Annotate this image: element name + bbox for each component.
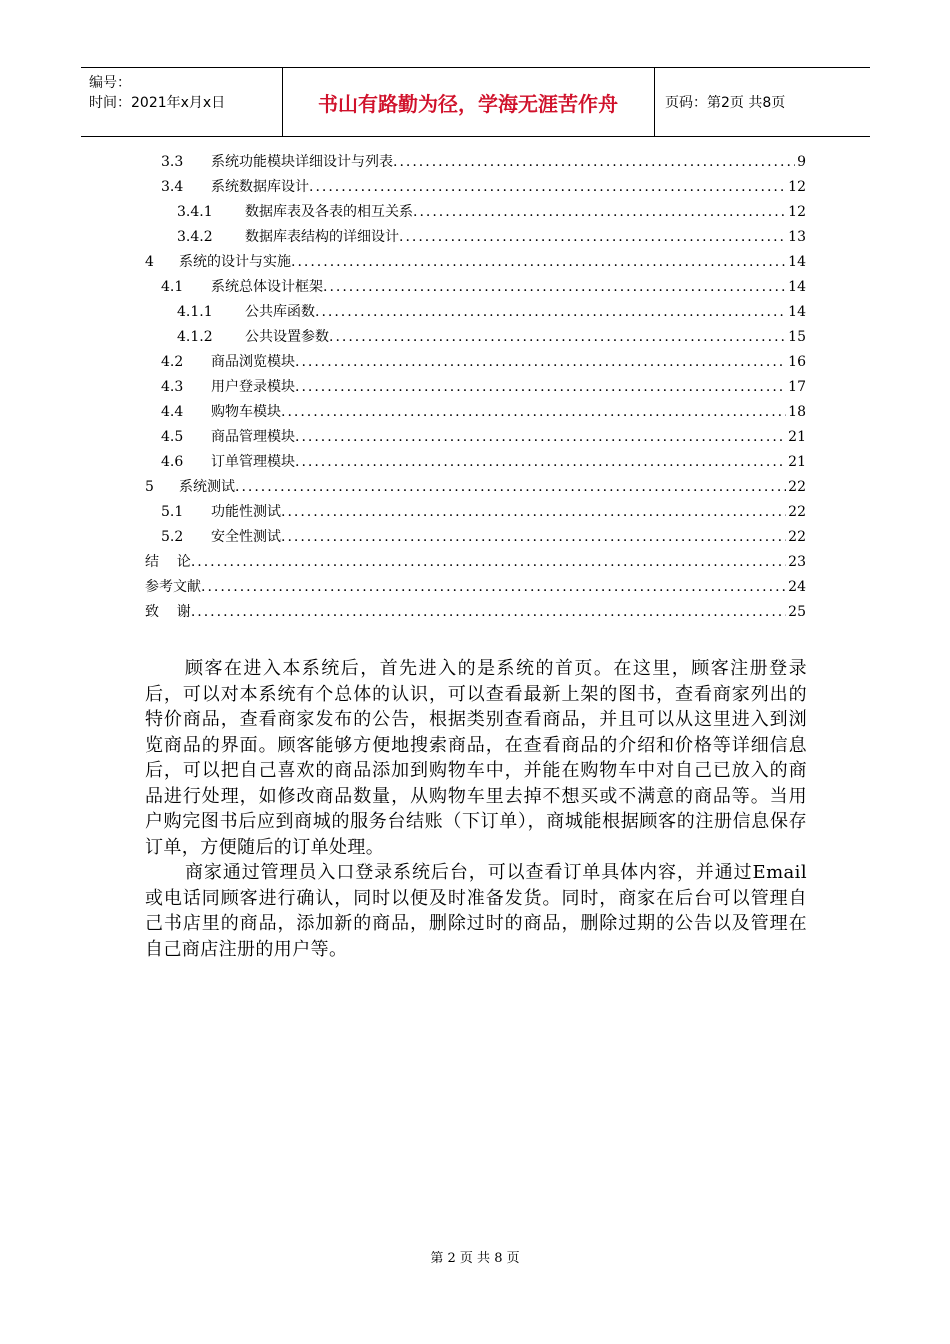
toc-entry[interactable] [145, 252, 806, 272]
toc-entry-title: 商品管理模块 [211, 429, 295, 445]
toc-entry-number: 3.4.1 [177, 204, 213, 220]
toc-entry-number: 4 [145, 254, 154, 270]
toc-leader-dots [393, 152, 795, 172]
toc-entry[interactable] [161, 402, 806, 422]
toc-entry-page: 22 [788, 504, 806, 520]
toc-entry[interactable] [177, 327, 806, 347]
toc-entry-page: 21 [788, 429, 806, 445]
toc-entry-title: 公共设置参数 [245, 329, 329, 345]
toc-entry-page: 23 [788, 554, 806, 570]
paragraph: 顾客在进入本系统后，首先进入的是系统的首页。在这里，顾客注册登录后，可以对本系统有个总体的认识，可以查看最新上架的图书，查看商家列出的特价商品，查看商家发布的公告，根据类别查看商品，并且可以从这里进入到浏览商品的界面。顾客能够方便地搜索商品，在查看商品的介绍和价格等详细信息后，可以把自己喜欢的商品添加到购物车中，并能在购物车中对自己已放入的商品进行处理，如修改商品数量，从购物车里去掉不想买或不满意的商品等。当用户购完图书后应到商城的服务台结账（下订单），商城能根据顾客的注册信息保存订单，方便随后的订单处理。 [145, 658, 807, 858]
header-motto: 书山有路勤为径，学海无涯苦作舟 [318, 91, 618, 116]
toc-entry-title: 安全性测试 [211, 529, 281, 545]
toc-entry[interactable] [161, 152, 806, 172]
toc-entry-page: 14 [788, 279, 806, 295]
toc-entry[interactable] [161, 502, 806, 522]
toc-leader-dots [281, 502, 786, 522]
toc-entry-page: 12 [788, 179, 806, 195]
toc-leader-dots [295, 452, 786, 472]
toc-leader-dots [191, 602, 786, 622]
toc-entry-title: 数据库表及各表的相互关系 [245, 204, 413, 220]
toc-leader-dots [329, 327, 786, 347]
toc-entry[interactable] [177, 227, 806, 247]
toc-leader-dots [323, 277, 786, 297]
toc-entry-number: 5 [145, 479, 154, 495]
toc-entry-page: 13 [788, 229, 806, 245]
page-footer: 第 2 页 共 8 页 [430, 1251, 520, 1266]
number-label: 编号： [89, 75, 131, 91]
toc-entry[interactable] [161, 452, 806, 472]
toc-entry[interactable] [145, 477, 806, 497]
date-label: 时间：2021年x月x日 [89, 95, 226, 111]
toc-leader-dots [295, 427, 786, 447]
toc-entry-number: 5.2 [161, 529, 184, 545]
toc-leader-dots [399, 227, 786, 247]
toc-entry-number: 4.1 [161, 279, 184, 295]
toc-entry-page: 21 [788, 454, 806, 470]
toc-entry[interactable] [161, 427, 806, 447]
toc-entry[interactable] [161, 377, 806, 397]
toc-entry-title: 系统测试 [179, 479, 235, 495]
toc-entry-number: 4.2 [161, 354, 184, 370]
paragraph: 商家通过管理员入口登录系统后台，可以查看订单具体内容，并通过Email或电话同顾客进行确认，同时以便及时准备发货。同时，商家在后台可以管理自己书店里的商品，添加新的商品，删除过时的商品，删除过期的公告以及管理在自己商店注册的用户等。 [145, 862, 807, 960]
toc-entry-number: 4.6 [161, 454, 184, 470]
toc-entry-number: 3.3 [161, 154, 184, 170]
toc-entry-title: 订单管理模块 [211, 454, 295, 470]
toc-leader-dots [315, 302, 786, 322]
toc-entry[interactable] [161, 177, 806, 197]
page-header [81, 67, 870, 137]
header-info-cell [81, 68, 281, 136]
toc-entry-page: 15 [788, 329, 806, 345]
toc-entry[interactable] [145, 577, 806, 597]
toc-entry-page: 18 [788, 404, 806, 420]
toc-entry-number: 4.4 [161, 404, 184, 420]
toc-entry-number: 5.1 [161, 504, 184, 520]
toc-entry-title: 购物车模块 [211, 404, 281, 420]
toc-entry-page: 22 [788, 479, 806, 495]
toc-leader-dots [413, 202, 786, 222]
toc-entry-title: 用户登录模块 [211, 379, 295, 395]
toc-entry-number: 4.1.1 [177, 304, 213, 320]
toc-entry-number: 3.4 [161, 179, 184, 195]
toc-entry-number: 4.5 [161, 429, 184, 445]
header-divider [654, 68, 655, 136]
toc-leader-dots [291, 252, 786, 272]
toc-entry-number: 4.3 [161, 379, 184, 395]
toc-entry-page: 9 [797, 154, 806, 170]
toc-entry-page: 25 [788, 604, 806, 620]
toc-entry[interactable] [161, 352, 806, 372]
toc-leader-dots [295, 377, 786, 397]
toc-entry-title: 参考文献 [145, 579, 201, 595]
toc-entry-title: 数据库表结构的详细设计 [245, 229, 399, 245]
toc-leader-dots [281, 402, 786, 422]
toc-leader-dots [235, 477, 786, 497]
toc-entry-number: 4.1.2 [177, 329, 213, 345]
toc-entry[interactable] [177, 202, 806, 222]
toc-entry-title: 系统功能模块详细设计与列表 [211, 154, 393, 170]
toc-entry-title: 系统数据库设计 [211, 179, 309, 195]
header-page-number: 页码：第2页 共8页 [665, 95, 786, 111]
toc-entry[interactable] [161, 277, 806, 297]
toc-entry[interactable] [145, 552, 806, 572]
toc-entry-number: 3.4.2 [177, 229, 213, 245]
toc-entry-page: 12 [788, 204, 806, 220]
toc-leader-dots [191, 552, 786, 572]
toc-entry-page: 16 [788, 354, 806, 370]
toc-entry-page: 22 [788, 529, 806, 545]
toc-entry-page: 17 [788, 379, 806, 395]
toc-leader-dots [309, 177, 786, 197]
toc-leader-dots [201, 577, 786, 597]
toc-entry-title: 功能性测试 [211, 504, 281, 520]
toc-entry[interactable] [177, 302, 806, 322]
toc-entry-title: 系统的设计与实施 [179, 254, 291, 270]
toc-entry-page: 14 [788, 304, 806, 320]
toc-entry-page: 24 [788, 579, 806, 595]
toc-entry-title: 系统总体设计框架 [211, 279, 323, 295]
toc-entry-page: 14 [788, 254, 806, 270]
toc-entry-title: 致 谢 [145, 604, 191, 620]
toc-entry-title: 公共库函数 [245, 304, 315, 320]
toc-entry[interactable] [145, 602, 806, 622]
toc-entry[interactable] [161, 527, 806, 547]
body-text [145, 656, 807, 962]
toc-leader-dots [295, 352, 786, 372]
toc-entry-title: 商品浏览模块 [211, 354, 295, 370]
toc-leader-dots [281, 527, 786, 547]
toc-entry-title: 结 论 [145, 554, 191, 570]
